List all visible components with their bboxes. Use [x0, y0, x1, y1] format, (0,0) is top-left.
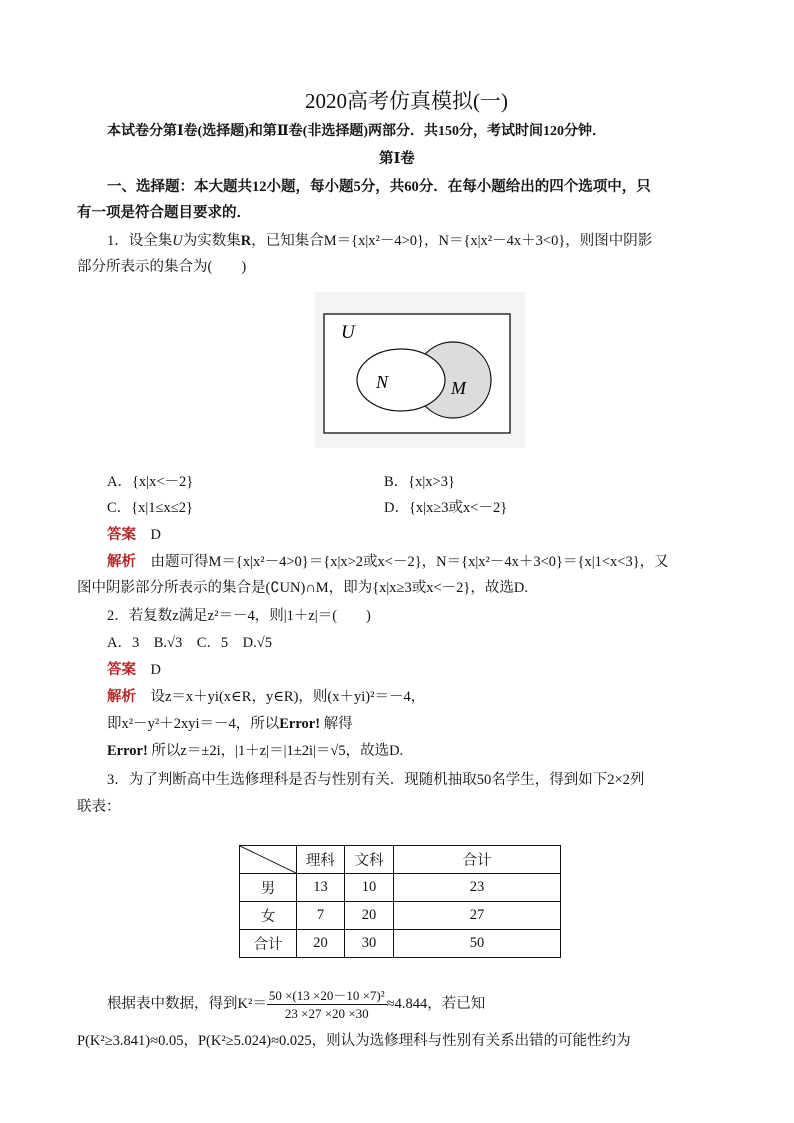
q2-analysis-text2b: 解得 [323, 716, 353, 732]
q3-k2-fraction [267, 987, 387, 1022]
q1-set-m: M＝{x|x²－4>0} [323, 233, 424, 249]
table-header-row [240, 846, 561, 874]
table-header-cell: 理科 [297, 846, 345, 874]
exam-intro: 本试卷分第Ⅰ卷(选择题)和第Ⅱ卷(非选择题)两部分．共150分，考试时间120分钟． [107, 124, 606, 139]
section-heading-line1: 一、选择题：本大题共12小题，每小题5分，共60分．在每小题给出的四个选项中，只 [107, 179, 651, 195]
venn-label-m: M [451, 378, 466, 398]
q1-stem-a: 设全集 [128, 233, 173, 249]
table-cell: 女 [240, 902, 297, 930]
q3-stem-line1: 3．为了判断高中生选修理科是否与性别有关．现随机抽取50名学生，得到如下2×2列 [107, 772, 645, 788]
q2-answer-value: D [150, 662, 161, 678]
table-row [240, 930, 561, 958]
q1-analysis-line2: 图中阴影部分所表示的集合是(∁UN)∩M，即为{x|x≥3或x<－2}，故选D. [77, 580, 528, 596]
venn-circle-n [357, 349, 445, 411]
q2-answer-label: 答案 [107, 662, 136, 678]
q2-analysis-line3 [107, 741, 403, 761]
q1-option-d: D．{x|x≥3或x<－2} [384, 500, 508, 516]
q1-analysis-text1: 由题可得M＝{x|x²－4>0}＝{x|x>2或x<－2}，N＝{x|x²－4x＋3<0}＝{x|1<x<3}，又 [150, 554, 669, 570]
q2-analysis-text1: 设z＝x＋yi(x∈R，y∈R)，则(x＋yi)²＝－4， [150, 689, 426, 705]
q2-analysis-text2a: 即x²－y²＋2xyi＝－4，所以 [107, 716, 280, 732]
q1-stem-line2: 部分所表示的集合为( ) [77, 259, 247, 275]
table-cell: 男 [240, 874, 297, 902]
q1-analysis-label: 解析 [107, 554, 136, 570]
q1-option-b: B．{x|x>3} [384, 474, 455, 490]
table-cell: 20 [297, 930, 345, 958]
table-cell: 7 [297, 902, 345, 930]
contingency-table [239, 845, 561, 958]
table-cell: 50 [394, 930, 561, 958]
q1-option-c: C．{x|1≤x≤2} [107, 500, 193, 516]
page-title: 2020高考仿真模拟(一) [305, 89, 508, 113]
venn-label-n: N [376, 372, 389, 392]
table-header-cell: 文科 [345, 846, 394, 874]
q2-analysis-line2 [107, 714, 353, 734]
q2-analysis-line1 [107, 687, 425, 707]
venn-label-u: U [341, 322, 355, 343]
table-cell: 20 [345, 902, 394, 930]
table-corner-cell [240, 846, 297, 874]
q1-stem-d: ，则图中阴影 [565, 233, 653, 249]
q2-options: A．3 B.√3 C．5 D.√5 [107, 635, 272, 651]
table-cell: 10 [345, 874, 394, 902]
section-heading-line2: 有一项是符合题目要求的． [77, 205, 251, 221]
q2-answer [107, 660, 161, 680]
q2-error-field-1: Error! [279, 716, 321, 732]
q2-analysis-text3: 所以z＝±2i，|1＋z|＝|1±2i|＝√5，故选D. [151, 743, 404, 759]
table-row [240, 902, 561, 930]
q2-error-field-2: Error! [107, 743, 148, 759]
diagonal-line [240, 846, 296, 873]
table-cell: 13 [297, 874, 345, 902]
q3-calculation [107, 984, 485, 1024]
table-cell: 23 [394, 874, 561, 902]
table-header-cell: 合计 [394, 846, 561, 874]
table-cell: 27 [394, 902, 561, 930]
q3-calc-lead: 根据表中数据，得到 [107, 996, 238, 1012]
q1-set-n: N＝{x|x²－4x＋3<0} [438, 233, 566, 249]
q1-stem-b: 为实数集 [182, 233, 241, 249]
q2-analysis-label: 解析 [107, 689, 136, 705]
q1-option-a: A．{x|x<－2} [107, 474, 194, 490]
q1-number: 1． [107, 233, 129, 249]
q2-stem: 2．若复数z满足z²＝－4，则|1＋z|＝( ) [107, 608, 371, 624]
q1-stem-c: ，已知集合 [251, 233, 324, 249]
table-row [240, 874, 561, 902]
q3-frac-denominator: 23 ×27 ×20 ×30 [284, 1006, 369, 1022]
q1-answer [107, 525, 161, 545]
q1-comma: ， [423, 233, 439, 249]
q3-k2-lhs: K²＝ [237, 996, 267, 1012]
q1-stem-line1 [107, 231, 652, 251]
q3-last-line: P(K²≥3.841)≈0.05，P(K²≥5.024)≈0.025，则认为选修理科与性别有关系出错的可能性约为 [77, 1033, 631, 1049]
venn-diagram [315, 292, 525, 448]
q3-stem-line2: 联表： [77, 799, 121, 815]
q1-analysis-line1 [107, 552, 669, 572]
q3-frac-numerator: 50 ×(13 ×20－10 ×7)² [268, 988, 385, 1004]
q3-calc-tail: ≈4.844，若已知 [386, 996, 486, 1012]
part-title: 第Ⅰ卷 [379, 151, 415, 167]
q1-answer-label: 答案 [107, 527, 136, 543]
q1-reals: R [240, 233, 252, 249]
table-cell: 30 [345, 930, 394, 958]
q1-answer-value: D [150, 527, 161, 543]
q1-universe: U [172, 233, 183, 249]
table-cell: 合计 [240, 930, 297, 958]
